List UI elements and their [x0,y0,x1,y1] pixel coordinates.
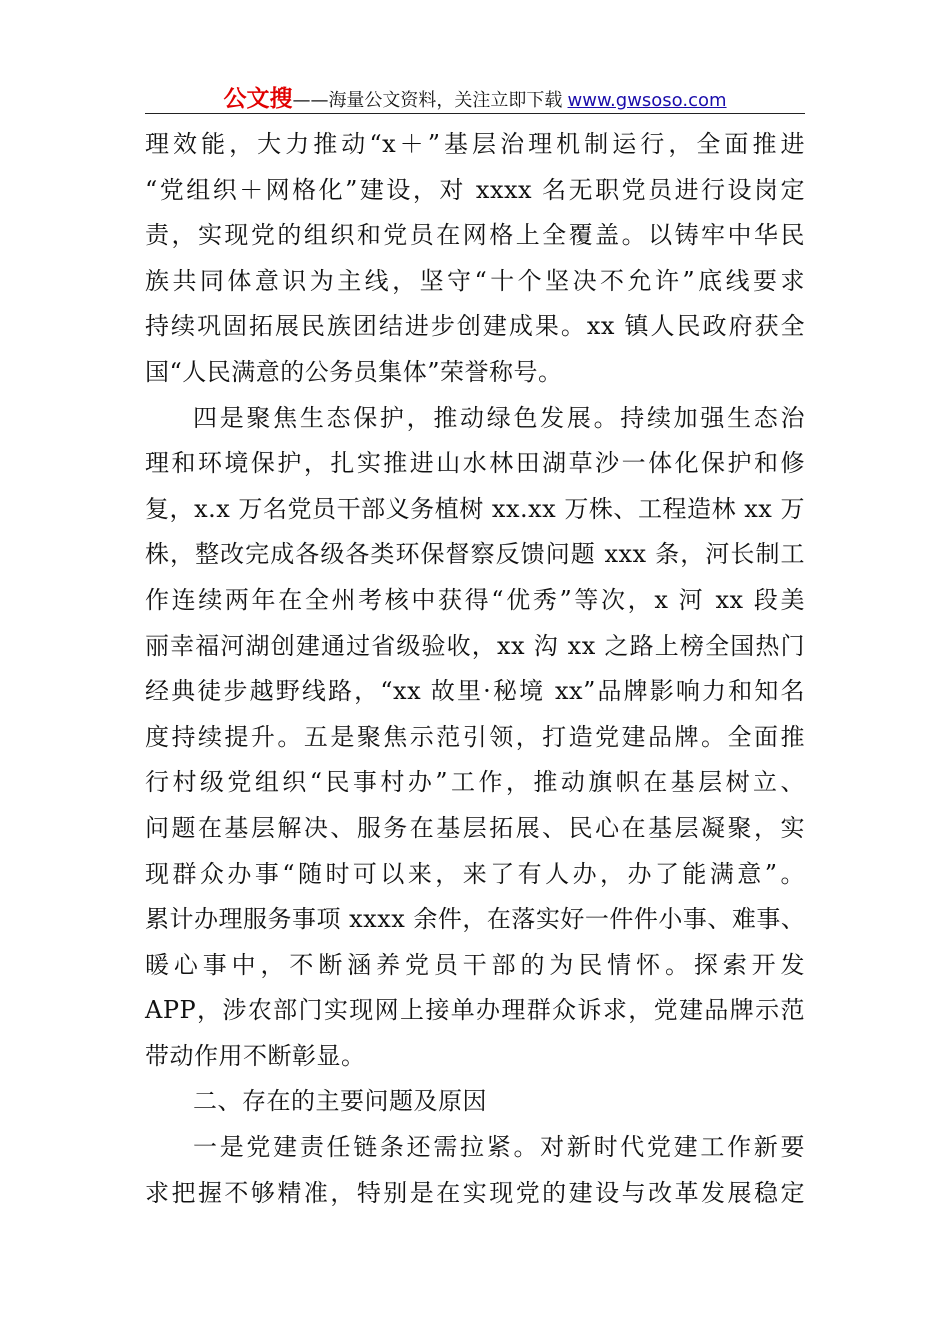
text-line: 持续巩固拓展民族团结进步创建成果。xx 镇人民政府获全 [145,312,805,341]
text-line: 四是聚焦生态保护，推动绿色发展。持续加强生态治 [193,403,805,432]
section-heading: 二、存在的主要问题及原因 [193,1087,487,1116]
text-line: 丽幸福河湖创建通过省级验收，xx 沟 xx 之路上榜全国热门 [145,631,805,660]
text-line: 责，实现党的组织和党员在网格上全覆盖。以铸牢中华民 [145,221,805,250]
text-line: 带动作用不断彰显。 [145,1041,366,1070]
text-line: 累计办理服务事项 xxxx 余件，在落实好一件件小事、难事、 [145,905,806,934]
text-line: 度持续提升。五是聚焦示范引领，打造党建品牌。全面推 [145,722,805,751]
text-line: 暖心事中，不断涵养党员干部的为民情怀。探索开发 [145,950,805,979]
page-header [145,80,805,114]
text-line: 族共同体意识为主线，坚守“十个坚决不允许”底线要求 [145,266,805,295]
text-line: APP，涉农部门实现网上接单办理群众诉求，党建品牌示范 [145,996,805,1025]
text-line: 理效能，大力推动“x＋”基层治理机制运行，全面推进 [145,130,805,158]
header-slogan: ——海量公文资料，关注立即下载 [292,90,563,111]
text-line: 现群众办事“随时可以来，来了有人办，办了能满意”。 [145,859,805,888]
site-link[interactable]: www.gwsoso.com [567,90,727,111]
header-divider [145,113,805,114]
text-line: 行村级党组织“民事村办”工作，推动旗帜在基层树立、 [145,768,805,797]
text-line: “党组织＋网格化”建设，对 xxxx 名无职党员进行设岗定 [145,175,805,204]
text-line: 一是党建责任链条还需拉紧。对新时代党建工作新要 [193,1133,805,1162]
text-line: 株，整改完成各级各类环保督察反馈问题 xxx 条，河长制工 [145,540,805,569]
text-line: 复，x.x 万名党员干部义务植树 xx.xx 万株、工程造林 xx 万 [145,494,805,523]
brand-logo-text: 公文搜 [223,86,293,112]
text-line: 作连续两年在全州考核中获得“优秀”等次，x 河 xx 段美 [145,585,805,614]
text-line: 理和环境保护，扎实推进山水林田湖草沙一体化保护和修 [145,449,805,478]
text-line: 求把握不够精准，特别是在实现党的建设与改革发展稳定 [145,1178,805,1207]
text-line: 问题在基层解决、服务在基层拓展、民心在基层凝聚，实 [145,813,805,842]
text-line: 国“人民满意的公务员集体”荣誉称号。 [145,357,563,386]
text-line: 经典徒步越野线路，“xx 故里·秘境 xx”品牌影响力和知名 [145,677,805,706]
document-body [145,122,805,1216]
